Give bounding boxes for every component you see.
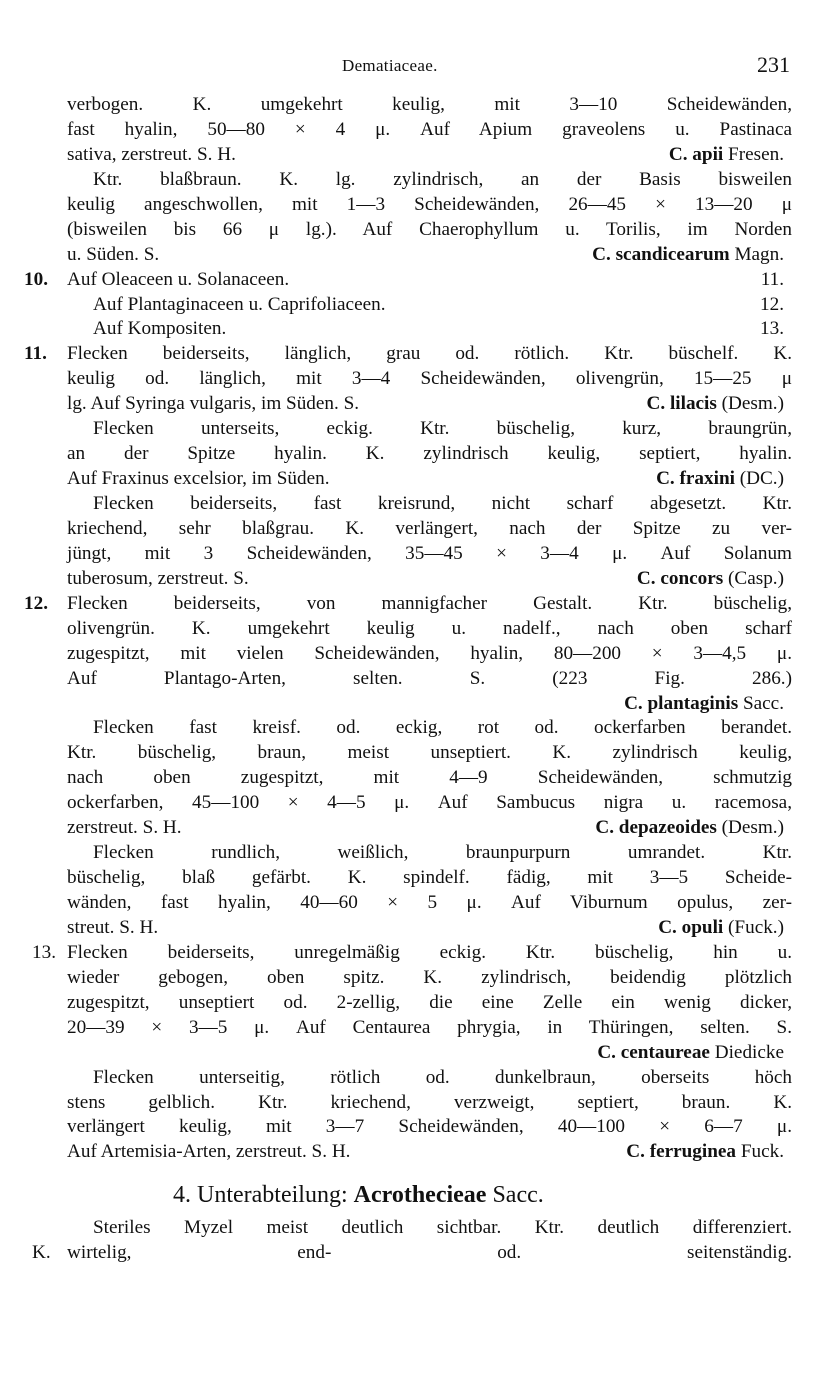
text-line	[0, 442, 830, 467]
species-name	[592, 243, 784, 268]
text-line	[0, 567, 830, 592]
species-name	[647, 392, 785, 417]
line-text: wirtelig, end- od. seitenständig.	[67, 1242, 792, 1264]
text-line	[0, 317, 830, 342]
line-text: Flecken beiderseits, länglich, grau od. rötlich. Ktr. büschelf. K.	[67, 343, 792, 365]
line-text: keulig angeschwollen, mit 1—3 Scheidewänden, 26—45 × 13—20 μ	[67, 193, 792, 215]
species-epithet: C. ferruginea	[626, 1141, 737, 1163]
section-heading	[0, 1174, 830, 1216]
species-author: (Desm.)	[716, 393, 784, 415]
line-text: verlängert keulig, mit 3—7 Scheidewänden, 40—100 × 6—7 μ.	[67, 1116, 792, 1138]
line-text: keulig od. länglich, mit 3—4 Scheidewänden, olivengrün, 15—25 μ	[67, 368, 792, 390]
line-text: Auf Artemisia-Arten, zerstreut. S. H.	[67, 1141, 351, 1163]
running-title: Dematiaceae.	[342, 56, 438, 75]
text-line	[0, 392, 830, 417]
line-text: 20—39 × 3—5 μ. Auf Centaurea phrygia, in Thüringen, selten. S.	[67, 1016, 792, 1038]
text-line	[0, 342, 830, 367]
line-text: wänden, fast hyalin, 40—60 × 5 μ. Auf Viburnum opulus, zer-	[67, 892, 792, 913]
text-line	[0, 592, 830, 617]
line-text: Flecken rundlich, weißlich, braunpurpurn umrandet. Ktr.	[93, 842, 792, 864]
species-author: Diedicke	[709, 1041, 784, 1063]
line-text: Flecken beiderseits, fast kreisrund, nicht scharf abgesetzt. Ktr.	[93, 493, 792, 514]
text-line	[0, 243, 830, 268]
text-line	[0, 667, 830, 692]
text-line	[0, 1041, 830, 1066]
species-epithet: C. plantaginis	[624, 692, 739, 714]
line-text: Flecken beiderseits, unregelmäßig eckig. Ktr. büschelig, hin u.	[67, 941, 792, 963]
section-label: 4. Unterabteilung:	[173, 1182, 354, 1209]
line-text: jüngt, mit 3 Scheidewänden, 35—45 × 3—4 μ. Auf Solanum	[67, 542, 792, 564]
text-line	[0, 841, 830, 866]
text-line	[0, 1115, 830, 1140]
text-line	[0, 642, 830, 667]
species-epithet: C. lilacis	[646, 393, 717, 415]
species-epithet: C. depazeoides	[595, 817, 717, 839]
species-author: Fuck.	[736, 1141, 784, 1163]
text-line	[0, 118, 830, 143]
species-name	[637, 567, 784, 592]
text-line	[0, 916, 830, 941]
line-text: Auf Plantago-Arten, selten. S. (223 Fig. 286.)	[67, 667, 792, 689]
text-line	[0, 1016, 830, 1041]
species-author: (DC.)	[734, 468, 784, 490]
text-line	[0, 791, 830, 816]
text-line	[0, 367, 830, 392]
entry-number: 13.	[32, 941, 56, 963]
text-line	[0, 866, 830, 891]
species-author: Fresen.	[723, 143, 784, 165]
key-lead-number: 13.	[760, 318, 784, 340]
text-line	[0, 417, 830, 442]
line-text: tuberosum, zerstreut. S.	[67, 567, 249, 589]
species-author: (Fuck.)	[723, 916, 784, 938]
key-lead-number: 12.	[760, 293, 784, 315]
line-text: Steriles Myzel meist deutlich sichtbar. Ktr. deutlich differenziert.	[93, 1217, 792, 1239]
entry-number: 12.	[24, 592, 48, 614]
page-number: 231	[757, 52, 790, 77]
text-line	[0, 1216, 830, 1241]
text-line	[0, 816, 830, 841]
text-line	[0, 1066, 830, 1091]
line-text: kriechend, sehr blaßgrau. K. verlängert, nach der Spitze zu ver-	[67, 517, 792, 539]
species-epithet: C. scandicearum	[592, 243, 730, 265]
species-name	[595, 816, 784, 841]
text-line	[0, 517, 830, 542]
line-text: verbogen. K. umgekehrt keulig, mit 3—10 Scheidewänden,	[67, 94, 792, 115]
species-epithet: C. centaureae	[597, 1041, 710, 1063]
text-line	[0, 991, 830, 1016]
line-text: Ktr. blaßbraun. K. lg. zylindrisch, an der Basis bisweilen	[93, 168, 792, 190]
line-text: olivengrün. K. umgekehrt keulig u. nadelf., nach oben scharf	[67, 617, 792, 639]
text-line	[0, 941, 830, 966]
line-text: Ktr. büschelig, braun, meist unseptiert. K. zylindrisch keulig,	[67, 742, 792, 764]
species-name	[597, 1041, 784, 1066]
text-line	[0, 692, 830, 717]
text-line	[0, 891, 830, 916]
species-epithet: C. apii	[668, 143, 724, 165]
entry-number: 11.	[24, 343, 47, 365]
text-line	[0, 542, 830, 567]
species-author: Magn.	[729, 243, 784, 265]
line-text: u. Süden. S.	[67, 243, 160, 265]
text-line	[0, 766, 830, 791]
text-line	[0, 492, 830, 517]
text-line	[0, 293, 830, 318]
species-author: (Casp.)	[723, 567, 784, 589]
species-name	[656, 467, 784, 492]
line-text: Flecken beiderseits, von mannigfacher Gestalt. Ktr. büschelig,	[67, 592, 792, 614]
line-text: streut. S. H.	[67, 916, 159, 938]
text-line	[0, 268, 830, 293]
text-line	[0, 93, 830, 118]
line-text: sativa, zerstreut. S. H.	[67, 143, 236, 165]
line-text: büschelig, blaß gefärbt. K. spindelf. fädig, mit 3—5 Scheide-	[67, 867, 792, 889]
line-text: nach oben zugespitzt, mit 4—9 Scheidewänden, schmutzig	[67, 767, 792, 789]
page-body	[0, 93, 830, 1266]
line-text: lg. Auf Syringa vulgaris, im Süden. S.	[67, 393, 360, 415]
text-line	[0, 1140, 830, 1165]
line-text: Auf Oleaceen u. Solanaceen.	[67, 268, 290, 290]
line-text: stens gelblich. Ktr. kriechend, verzweigt, septiert, braun. K.	[67, 1091, 792, 1113]
section-name: Acrothecieae	[353, 1182, 487, 1209]
section-title	[173, 1174, 544, 1216]
species-name	[626, 1140, 784, 1165]
entry-number: 10.	[24, 268, 48, 290]
page-header	[70, 52, 790, 82]
species-author: Sacc.	[738, 692, 784, 714]
text-line	[0, 143, 830, 168]
text-line	[0, 716, 830, 741]
line-text: fast hyalin, 50—80 × 4 μ. Auf Apium graveolens u. Pastinaca	[67, 118, 792, 140]
text-line	[0, 193, 830, 218]
text-line	[0, 467, 830, 492]
species-epithet: C. fraxini	[656, 468, 735, 490]
line-text: wieder gebogen, oben spitz. K. zylindrisch, beidendig plötzlich	[67, 966, 792, 988]
species-epithet: C. concors	[636, 567, 724, 589]
line-text: (bisweilen bis 66 μ lg.). Auf Chaerophyllum u. Torilis, im Norden	[67, 218, 792, 240]
section-author: Sacc.	[486, 1182, 544, 1209]
line-text: ockerfarben, 45—100 × 4—5 μ. Auf Sambucus nigra u. racemosa,	[67, 792, 792, 814]
line-text: zugespitzt, unseptiert od. 2-zellig, die eine Zelle ein wenig dicker,	[67, 991, 792, 1013]
line-text: Flecken fast kreisf. od. eckig, rot od. ockerfarben berandet.	[93, 717, 792, 739]
species-author: (Desm.)	[716, 817, 784, 839]
species-epithet: C. opuli	[658, 916, 724, 938]
text-line	[0, 1091, 830, 1116]
species-name	[658, 916, 784, 941]
line-text: zerstreut. S. H.	[67, 817, 182, 839]
line-text: zugespitzt, mit vielen Scheidewänden, hyalin, 80—200 × 3—4,5 μ.	[67, 642, 792, 664]
species-name	[669, 143, 784, 168]
species-name	[624, 692, 784, 717]
line-text: Auf Kompositen.	[93, 318, 227, 340]
text-line	[0, 218, 830, 243]
key-lead-number: 11.	[760, 268, 784, 290]
text-line	[0, 966, 830, 991]
text-line	[0, 741, 830, 766]
line-text: an der Spitze hyalin. K. zylindrisch keulig, septiert, hyalin.	[67, 443, 792, 465]
line-text: Auf Plantaginaceen u. Caprifoliaceen.	[93, 293, 386, 315]
entry-number: K.	[32, 1242, 51, 1264]
text-line	[0, 617, 830, 642]
text-line	[0, 1241, 830, 1266]
line-text: Flecken unterseitig, rötlich od. dunkelbraun, oberseits höch	[93, 1066, 792, 1088]
text-line	[0, 168, 830, 193]
line-text: Auf Fraxinus excelsior, im Süden.	[67, 468, 330, 490]
line-text: Flecken unterseits, eckig. Ktr. büschelig, kurz, braungrün,	[93, 418, 792, 440]
